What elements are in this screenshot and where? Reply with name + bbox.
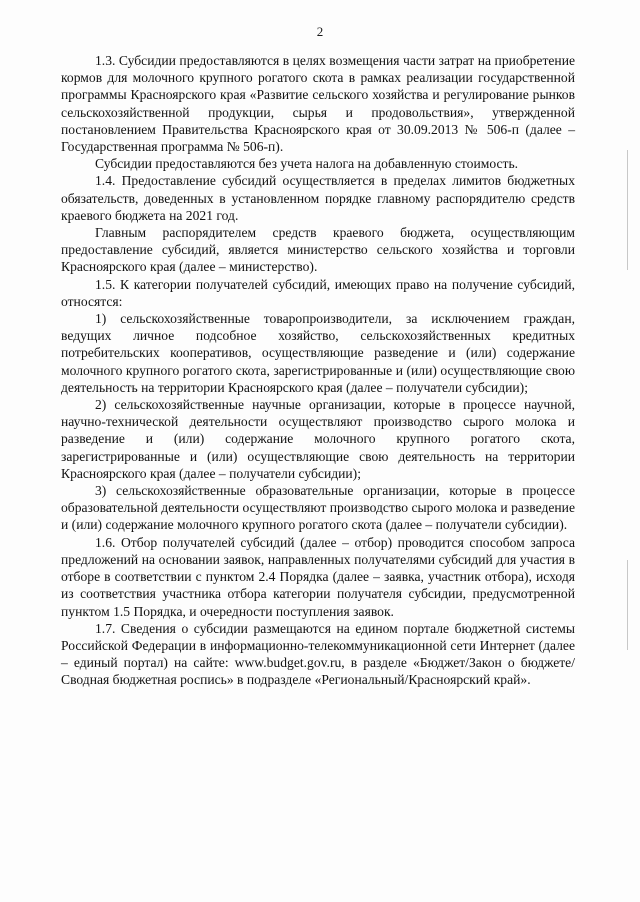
list-item-3: 3) сельскохозяйственные образовательные организации, которые в процессе образовательной деятельности осуществляют производство сырого молока и разведение и (или) содержание молочного крупного рогатого скота (далее – получатели субсидии).	[61, 483, 575, 533]
list-item-2: 2) сельскохозяйственные научные организации, которые в процессе научной, научно-технической деятельности осуществляют производство сырого молока и разведение и (или) содержание молочного крупного рогатого скота, зарегистрированные и (или) осуществляющие свою деятельность на территории Красноярского края (далее – получатели субсидии);	[61, 397, 575, 481]
document-body	[61, 52, 575, 689]
page-number: 2	[316, 24, 324, 39]
paragraph-main-distributor: Главным распорядителем средств краевого бюджета, осуществляющим предоставление субсидий, является министерство сельского хозяйства и торговли Красноярского края (далее – министерство).	[61, 225, 575, 275]
paragraph-1-4: 1.4. Предоставление субсидий осуществляется в пределах лимитов бюджетных обязательств, доведенных в установленном порядке главному распорядителю средств краевого бюджета на 2021 год.	[61, 173, 575, 223]
scan-edge-mark	[627, 150, 628, 270]
paragraph-1-7: 1.7. Сведения о субсидии размещаются на едином портале бюджетной системы Российской Федерации в информационно-телекоммуникационной сети Интернет (далее – единый портал) на сайте: www.budget.gov.ru, в разделе «Бюджет/Закон о бюджете/Сводная бюджетная роспись» в подразделе «Региональный/Красноярский край».	[61, 620, 575, 688]
paragraph-1-3: 1.3. Субсидии предоставляются в целях возмещения части затрат на приобретение кормов для молочного крупного рогатого скота в рамках реализации государственной программы Красноярского края «Развитие сельского хозяйства и регулирование рынков сельскохозяйственной продукции, сырья и продовольствия», утвержденной постановлением Правительства Красноярского края от 30.09.2013 № 506-п (далее – Государственная программа № 506-п).	[61, 53, 575, 155]
paragraph-1-6: 1.6. Отбор получателей субсидий (далее – отбор) проводится способом запроса предложений на основании заявок, направленных получателями субсидий для участия в отборе в соответствии с пунктом 2.4 Порядка (далее – заявка, участник отбора), исходя из соответствия участника отбора категории получателя субсидии, предусмотренной пунктом 1.5 Порядка, и очередности поступления заявок.	[61, 534, 575, 619]
scan-edge-mark	[627, 560, 628, 650]
paragraph-1-5: 1.5. К категории получателей субсидий, имеющих право на получение субсидий, относятся:	[61, 276, 575, 309]
list-item-1: 1) сельскохозяйственные товаропроизводители, за исключением граждан, ведущих личное подсобное хозяйство, сельскохозяйственных кредитных потребительских кооперативов, осуществляющие разведение и (или) содержание молочного крупного рогатого скота, зарегистрированные и (или) осуществляющие свою деятельность на территории Красноярского края (далее – получатели субсидии);	[61, 311, 575, 395]
paragraph-vat-note: Субсидии предоставляются без учета налога на добавленную стоимость.	[95, 156, 519, 172]
